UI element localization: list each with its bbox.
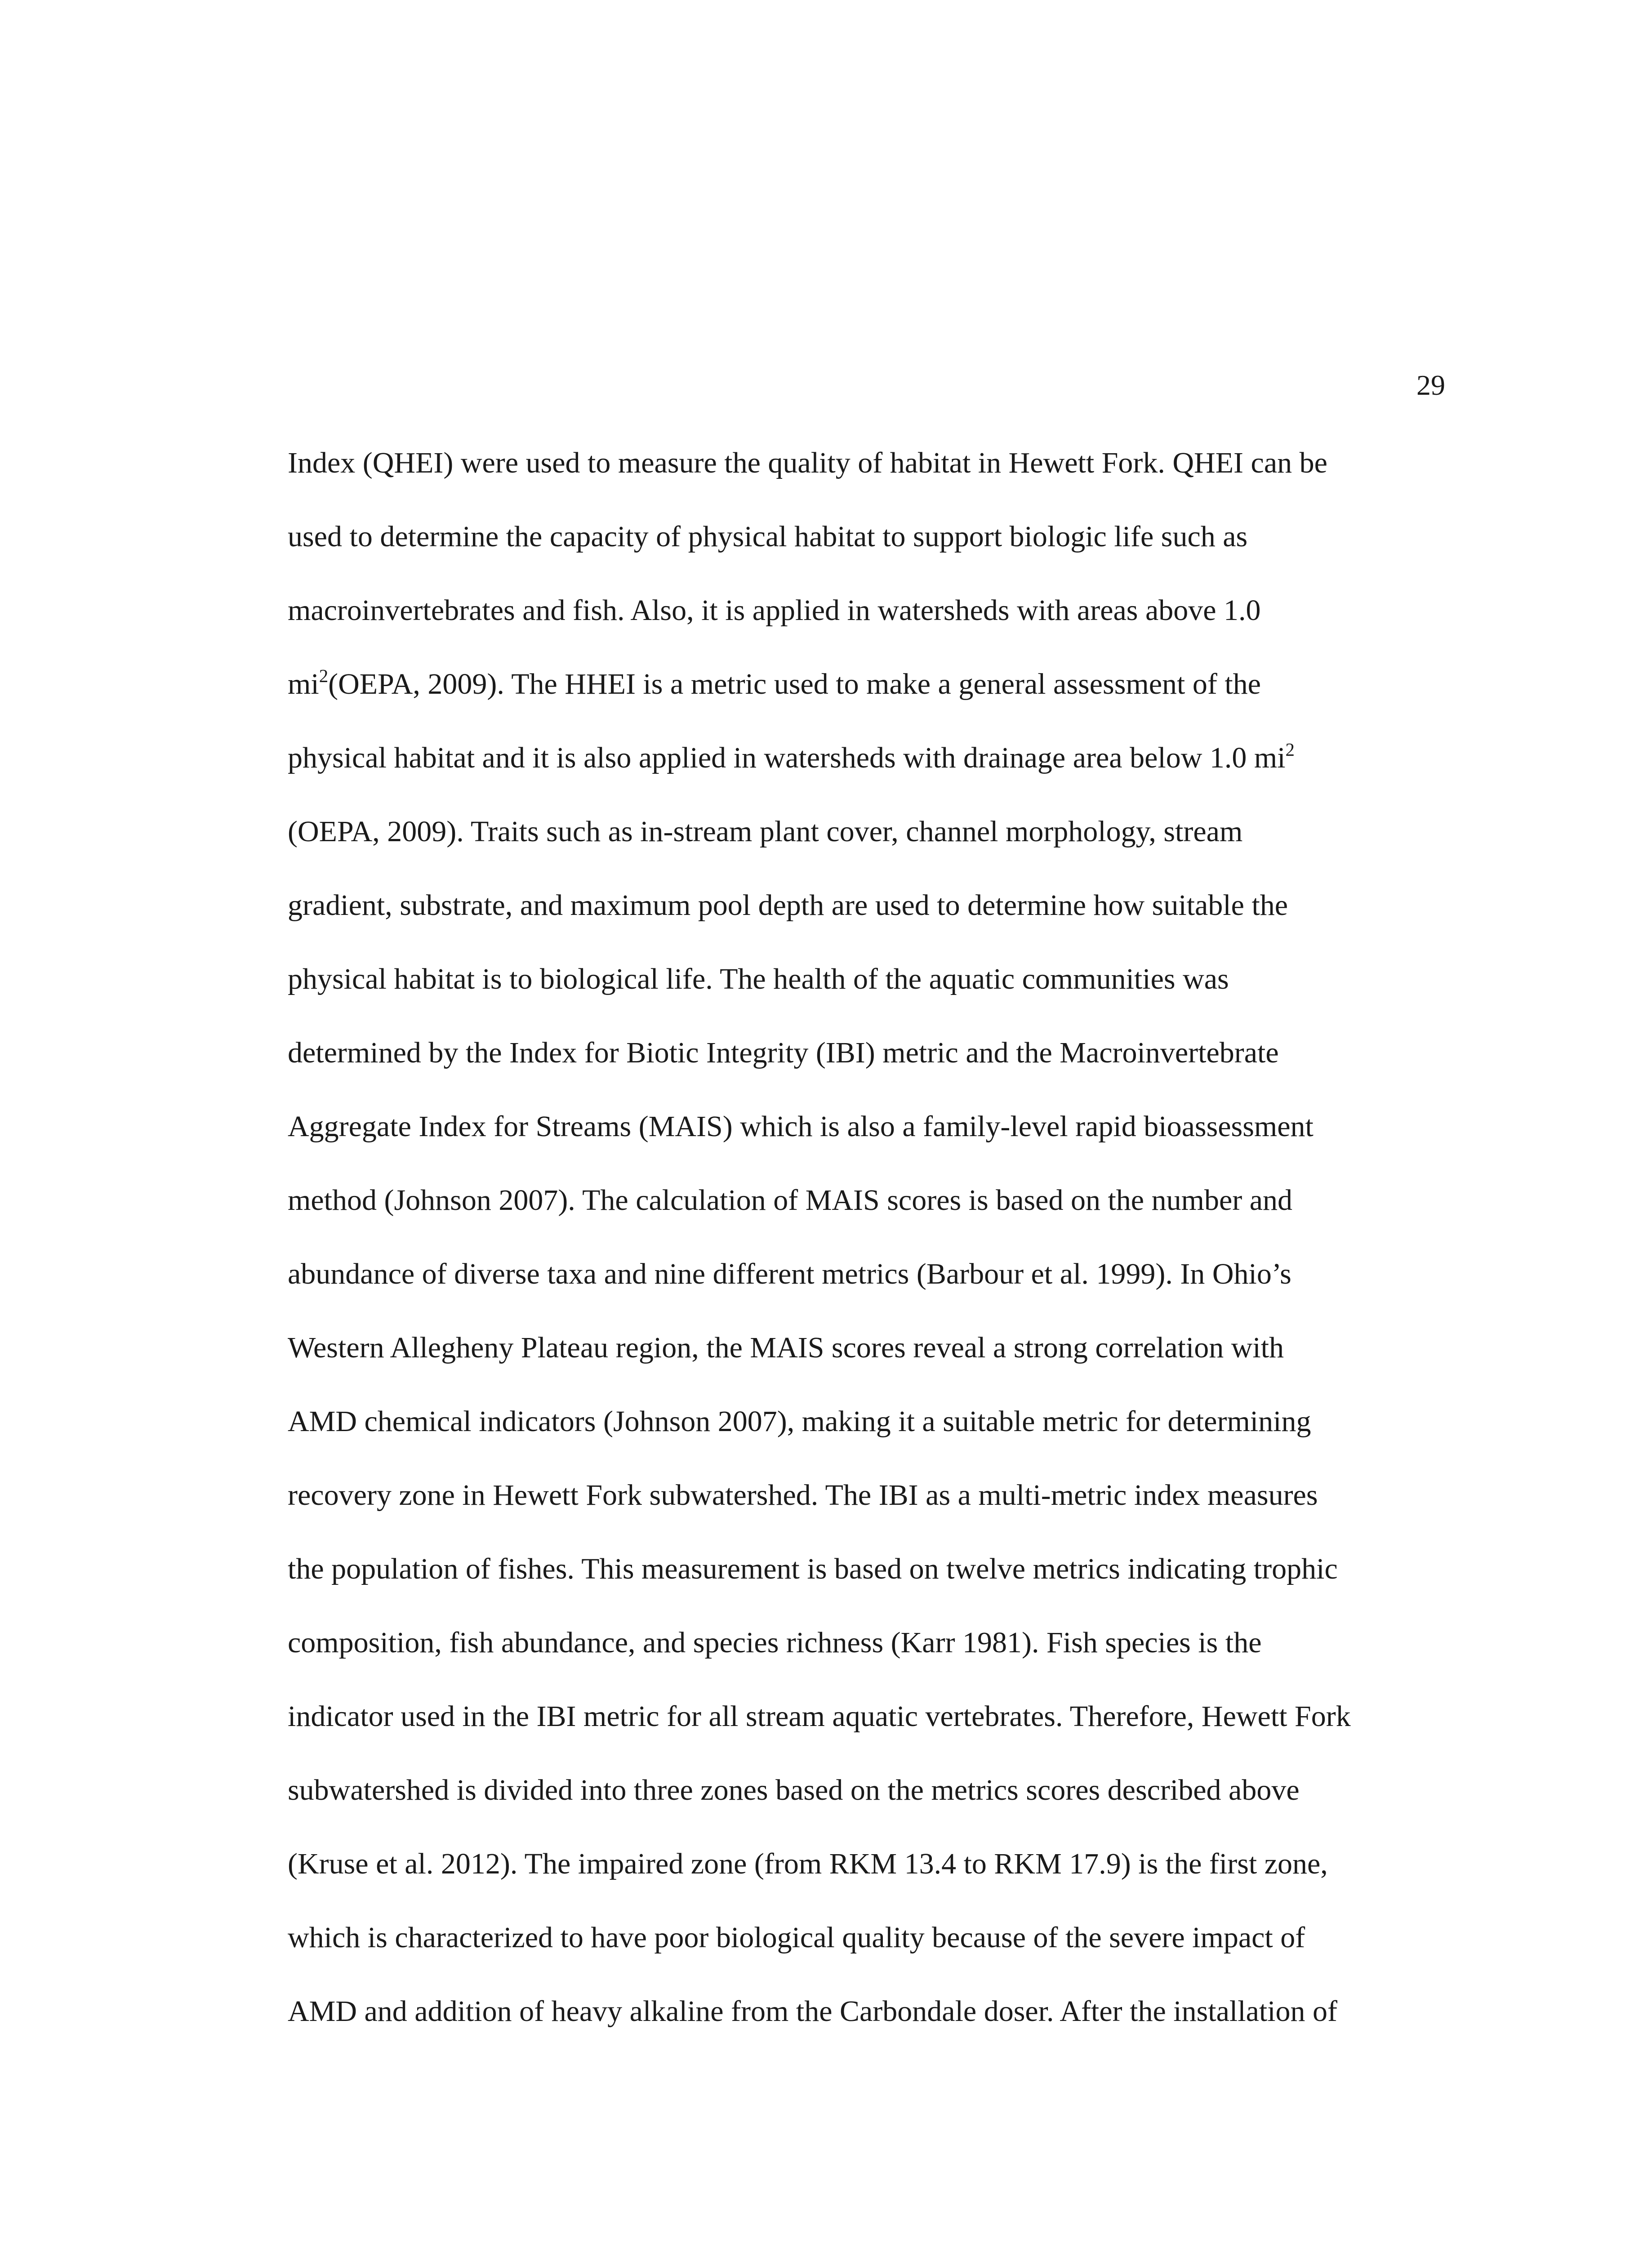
text-line: physical habitat is to biological life. The health of the aquatic communities was [288, 963, 1229, 995]
text-line: gradient, substrate, and maximum pool depth are used to determine how suitable the [288, 889, 1288, 922]
text-line: determined by the Index for Biotic Integrity (IBI) metric and the Macroinvertebrate [288, 1036, 1279, 1069]
text-line: Index (QHEI) were used to measure the quality of habitat in Hewett Fork. QHEI can be [288, 446, 1327, 479]
text-fragment: mi [288, 668, 319, 700]
text-line: Western Allegheny Plateau region, the MAIS scores reveal a strong correlation with [288, 1331, 1284, 1364]
text-line: macroinvertebrates and fish. Also, it is applied in watersheds with areas above 1.0 [288, 594, 1261, 627]
text-line: used to determine the capacity of physical habitat to support biologic life such as [288, 520, 1248, 553]
text-line: (Kruse et al. 2012). The impaired zone (from RKM 13.4 to RKM 17.9) is the first zone, [288, 1847, 1328, 1880]
text-line [288, 736, 1465, 809]
text-line: abundance of diverse taxa and nine different metrics (Barbour et al. 1999). In Ohio’s [288, 1258, 1291, 1290]
text-line: composition, fish abundance, and species richness (Karr 1981). Fish species is the [288, 1626, 1262, 1659]
text-line: Aggregate Index for Streams (MAIS) which is also a family-level rapid bioassessment [288, 1110, 1314, 1143]
text-line: subwatershed is divided into three zones based on the metrics scores described above [288, 1774, 1300, 1806]
text-line: (OEPA, 2009). Traits such as in-stream plant cover, channel morphology, stream [288, 815, 1243, 848]
text-line: method (Johnson 2007). The calculation of MAIS scores is based on the number and [288, 1184, 1293, 1217]
text-line: recovery zone in Hewett Fork subwatershed. The IBI as a multi-metric index measures [288, 1479, 1318, 1512]
text-fragment: (OEPA, 2009). The HHEI is a metric used to make a general assessment of the [328, 668, 1261, 700]
text-line: AMD chemical indicators (Johnson 2007), making it a suitable metric for determining [288, 1405, 1311, 1438]
text-line [288, 662, 1465, 736]
superscript: 2 [319, 665, 329, 686]
superscript: 2 [1285, 739, 1295, 760]
text-line: indicator used in the IBI metric for all stream aquatic vertebrates. Therefore, Hewett Fork [288, 1700, 1351, 1733]
text-line: the population of fishes. This measurement is based on twelve metrics indicating trophic [288, 1552, 1338, 1585]
text-line: which is characterized to have poor biological quality because of the severe impact of [288, 1921, 1305, 1954]
text-line: AMD and addition of heavy alkaline from the Carbondale doser. After the installation of [288, 1995, 1338, 2028]
text-fragment: physical habitat and it is also applied in watersheds with drainage area below 1.0 mi [288, 741, 1286, 774]
body-paragraph [288, 441, 1465, 2063]
page-number: 29 [1416, 369, 1445, 401]
